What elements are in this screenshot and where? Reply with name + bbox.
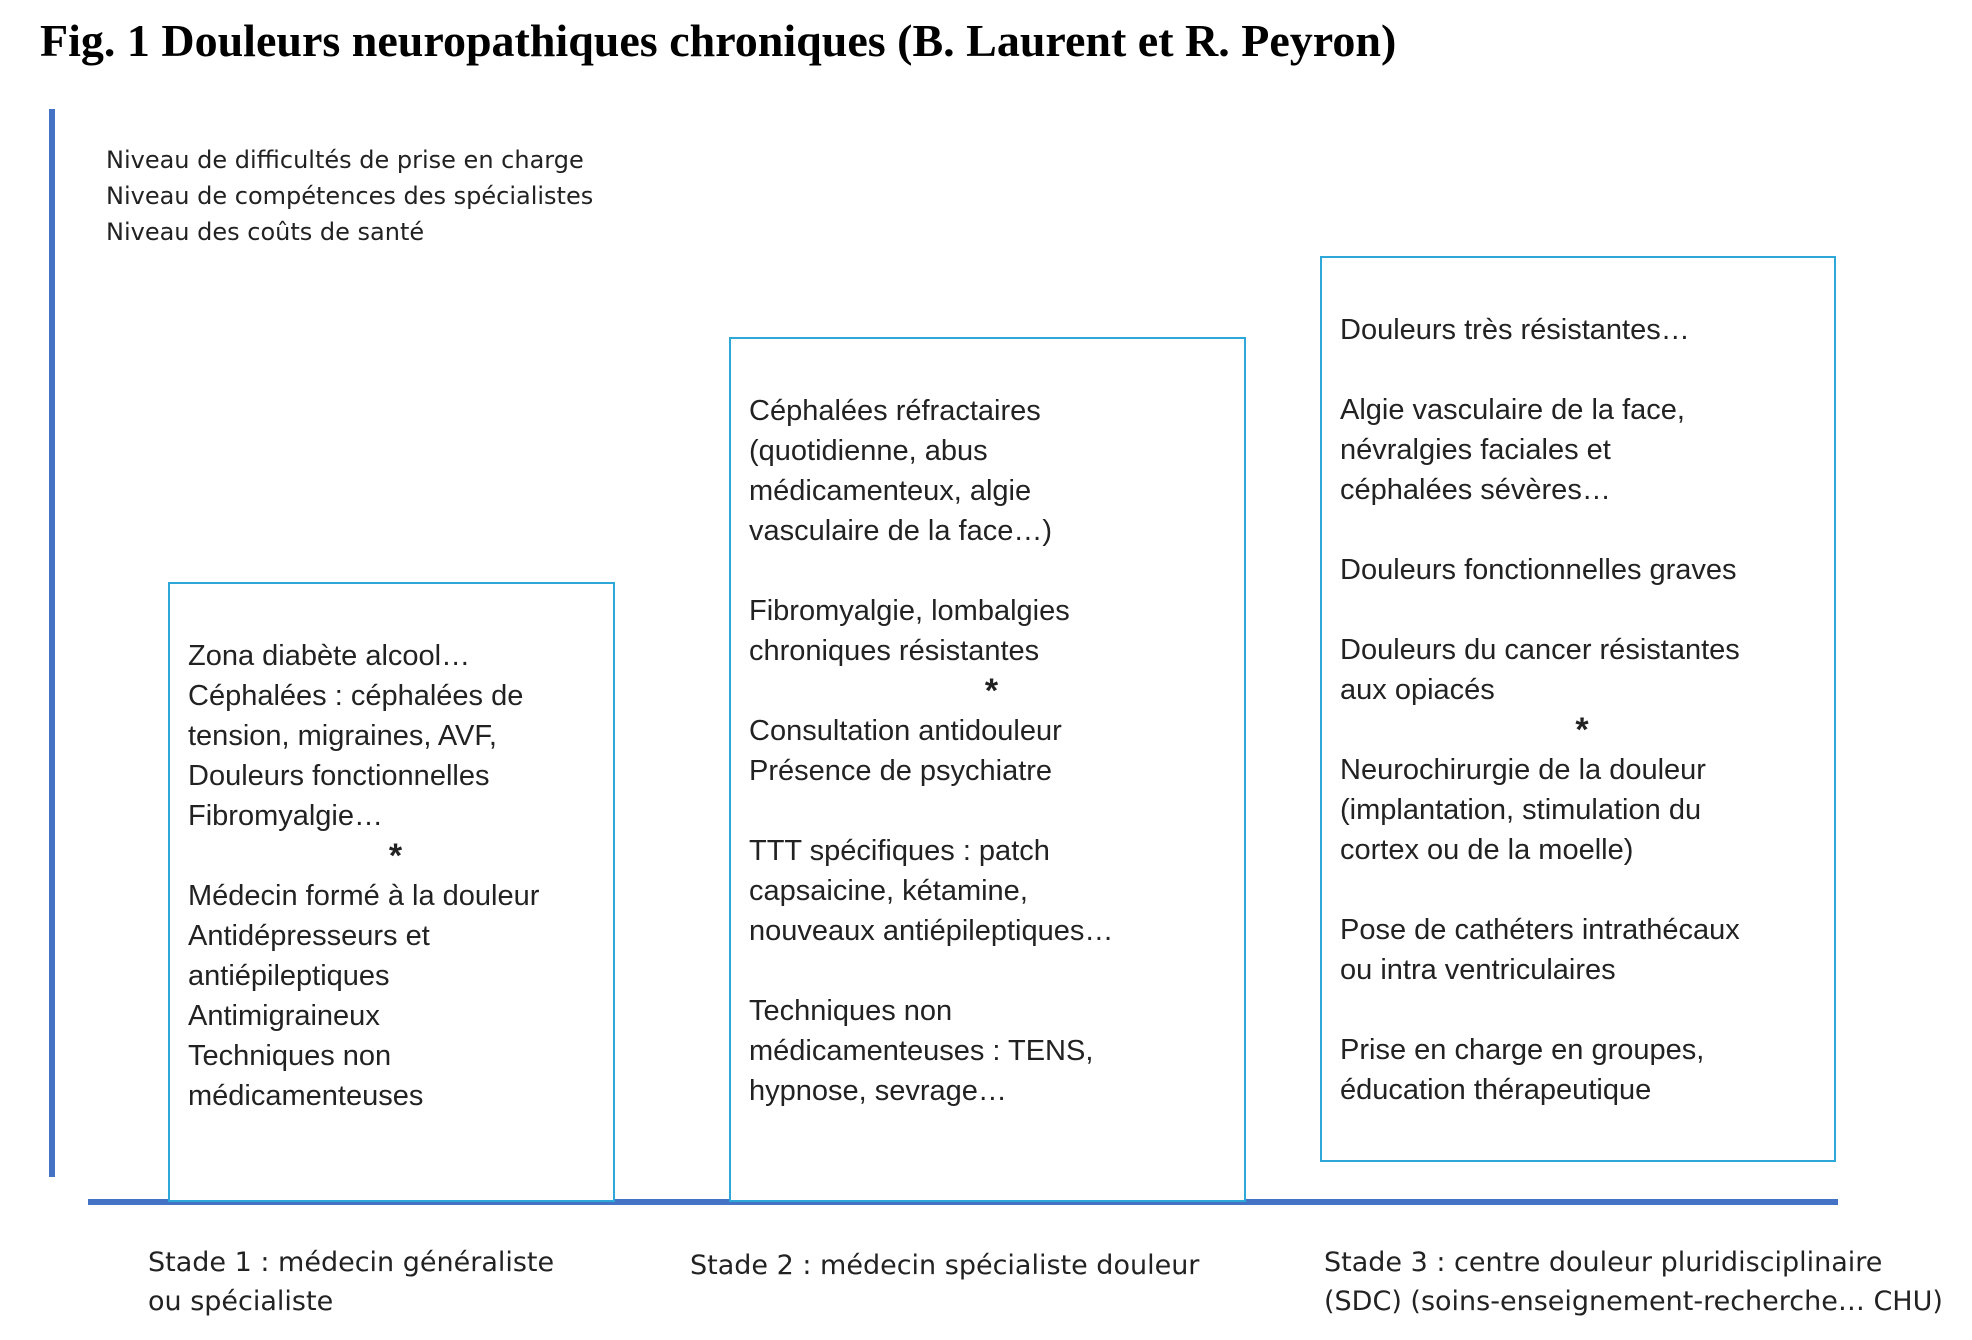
y-axis-label-costs: Niveau des coûts de santé — [106, 218, 425, 246]
box-text-line: Consultation antidouleur — [749, 715, 1062, 747]
stage-label-line: (SDC) (soins-enseignement-recherche… CHU) — [1324, 1286, 1943, 1317]
box-paragraph — [188, 876, 603, 1116]
stage-1-label — [148, 1243, 554, 1321]
box-paragraph — [749, 711, 1234, 791]
box-text-line: éducation thérapeutique — [1340, 1074, 1652, 1106]
box-text-line: antiépileptiques — [188, 960, 390, 992]
box-paragraph — [749, 591, 1234, 671]
box-text-line: médicamenteuses — [188, 1080, 424, 1112]
separator-asterisk: * — [388, 837, 403, 875]
figure-title: Fig. 1 Douleurs neuropathiques chroniques (B. Laurent et R. Peyron) — [40, 15, 1397, 66]
box-text-line: Céphalées : céphalées de — [188, 680, 524, 712]
stage-label-line: ou spécialiste — [148, 1286, 334, 1317]
box-text-line: céphalées sévères… — [1340, 474, 1611, 506]
box-paragraph — [1340, 630, 1824, 710]
box-text-line: cortex ou de la moelle) — [1340, 834, 1634, 866]
stage-2-box — [729, 337, 1246, 1202]
stage-label-line: Stade 1 : médecin généraliste — [148, 1247, 555, 1278]
box-text-line: Douleurs fonctionnelles — [188, 760, 490, 792]
box-text-line: Antimigraineux — [188, 1000, 380, 1032]
box-paragraph — [1340, 390, 1824, 510]
box-text-line: Algie vasculaire de la face, — [1340, 394, 1685, 426]
box-text-line: Douleurs du cancer résistantes — [1340, 634, 1740, 666]
box-text-line: névralgies faciales et — [1340, 434, 1611, 466]
box-text-line: médicamenteuses : TENS, — [749, 1035, 1094, 1067]
box-paragraph — [1340, 550, 1824, 590]
box-text-line: (implantation, stimulation du — [1340, 794, 1702, 826]
box-text-line: (quotidienne, abus — [749, 435, 988, 467]
box-paragraph — [749, 991, 1234, 1111]
box-paragraph — [188, 636, 603, 836]
stage-2-label — [690, 1246, 1199, 1285]
box-paragraph — [749, 831, 1234, 951]
box-text-line: Douleurs très résistantes… — [1340, 314, 1690, 346]
box-paragraph — [1340, 750, 1824, 870]
stage-3-box — [1320, 256, 1836, 1162]
box-text-line: Techniques non — [188, 1040, 392, 1072]
box-paragraph — [1340, 310, 1824, 350]
y-axis-labels — [106, 142, 593, 250]
box-paragraph — [1340, 910, 1824, 990]
box-text-line: Antidépresseurs et — [188, 920, 430, 952]
box-text-line: Zona diabète alcool… — [188, 640, 471, 672]
separator-asterisk: * — [984, 672, 999, 710]
box-text-line: Fibromyalgie… — [188, 800, 383, 832]
box-text-line: ou intra ventriculaires — [1340, 954, 1616, 986]
box-paragraph — [749, 391, 1234, 551]
stage-3-label — [1324, 1243, 1943, 1321]
box-text-line: vasculaire de la face…) — [749, 515, 1053, 547]
box-text-line: Présence de psychiatre — [749, 755, 1053, 787]
box-text-line: Fibromyalgie, lombalgies — [749, 595, 1070, 627]
box-paragraph — [1340, 1030, 1824, 1110]
box-text-line: médicamenteux, algie — [749, 475, 1032, 507]
box-text-line: tension, migraines, AVF, — [188, 720, 497, 752]
stage-1-box — [168, 582, 615, 1202]
box-text-line: aux opiacés — [1340, 674, 1495, 706]
box-text-line: nouveaux antiépileptiques… — [749, 915, 1114, 947]
box-text-line: Prise en charge en groupes, — [1340, 1034, 1705, 1066]
box-text-line: capsaicine, kétamine, — [749, 875, 1028, 907]
y-axis-label-difficulty: Niveau de difficultés de prise en charge — [106, 146, 584, 174]
vertical-axis-line — [49, 109, 55, 1177]
box-text-line: Céphalées réfractaires — [749, 395, 1041, 427]
box-text-line: Pose de cathéters intrathécaux — [1340, 914, 1740, 946]
stage-label-line: Stade 3 : centre douleur pluridisciplinaire — [1324, 1247, 1883, 1278]
box-text-line: hypnose, sevrage… — [749, 1075, 1007, 1107]
separator-asterisk: * — [1575, 711, 1589, 749]
box-text-line: chroniques résistantes — [749, 635, 1040, 667]
y-axis-label-competence: Niveau de compétences des spécialistes — [106, 182, 594, 210]
box-text-line: Médecin formé à la douleur — [188, 880, 540, 912]
box-text-line: Neurochirurgie de la douleur — [1340, 754, 1706, 786]
box-text-line: Douleurs fonctionnelles graves — [1340, 554, 1737, 586]
box-text-line: Techniques non — [749, 995, 953, 1027]
box-text-line: TTT spécifiques : patch — [749, 835, 1050, 867]
stage-label-line: Stade 2 : médecin spécialiste douleur — [690, 1250, 1200, 1281]
